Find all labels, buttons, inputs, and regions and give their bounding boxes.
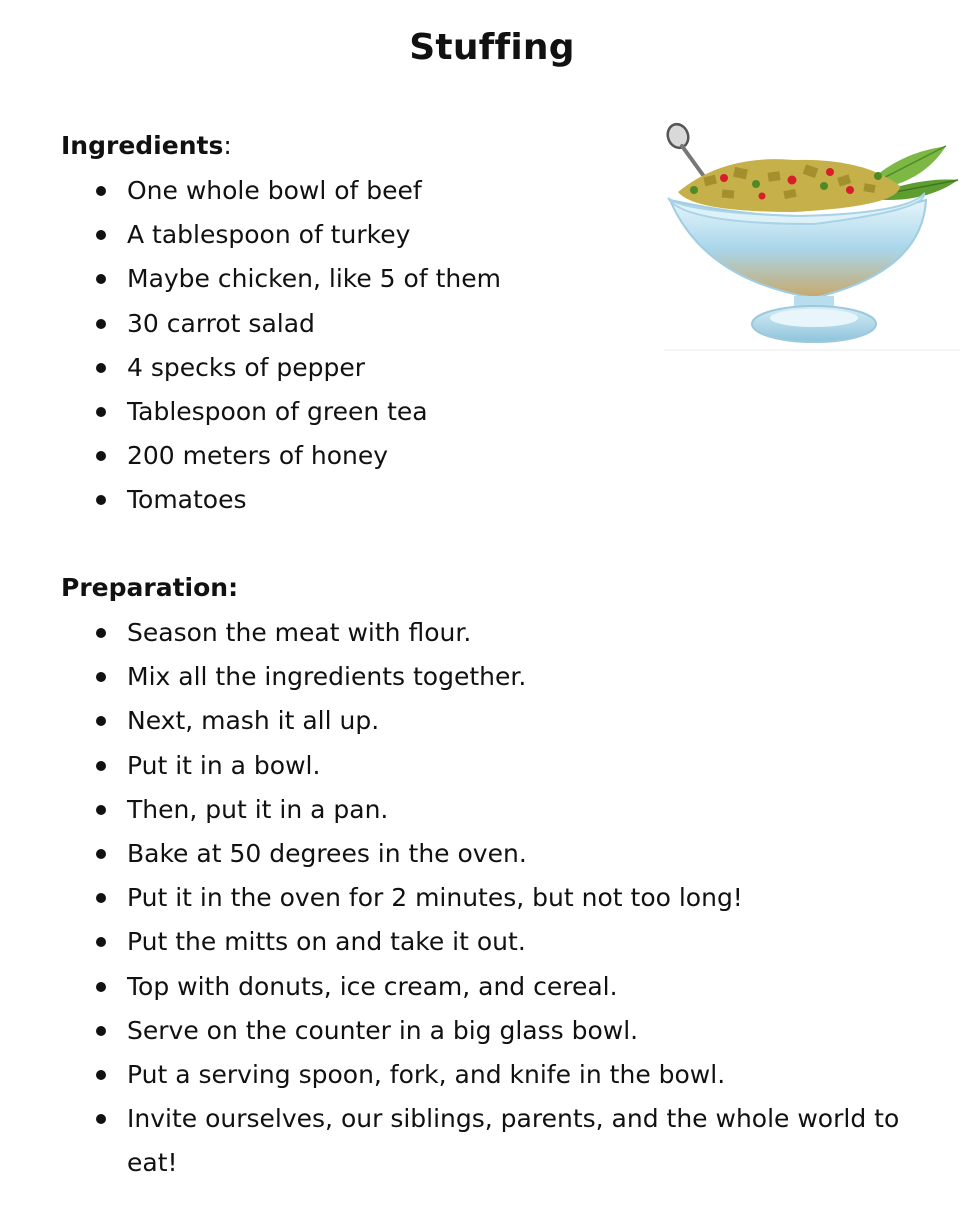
bullet-icon: [96, 1114, 106, 1124]
ingredient-text: Maybe chicken, like 5 of them: [127, 264, 501, 294]
list-item: [61, 302, 501, 346]
list-item: [61, 346, 501, 390]
list-item: [61, 1009, 907, 1053]
bullet-icon: [96, 716, 106, 726]
bullet-icon: [96, 407, 106, 417]
ingredients-list: [61, 169, 501, 523]
ingredient-text: 30 carrot salad: [127, 308, 315, 338]
bullet-icon: [96, 893, 106, 903]
list-item: [61, 478, 501, 522]
list-item: [61, 832, 907, 876]
step-text: Top with donuts, ice cream, and cereal.: [127, 971, 618, 1001]
list-item: [61, 788, 907, 832]
list-item: [61, 744, 907, 788]
ingredient-text: One whole bowl of beef: [127, 176, 422, 205]
bullet-icon: [96, 230, 106, 240]
ingredients-section: [61, 131, 501, 523]
bullet-icon: [96, 1026, 106, 1036]
list-item: [61, 390, 501, 434]
list-item: [61, 655, 907, 699]
preparation-section: [61, 573, 907, 1186]
bullet-icon: [96, 849, 106, 859]
bullet-icon: [96, 363, 106, 373]
ingredients-heading-text: Ingredients: [61, 131, 224, 160]
list-item: [61, 213, 501, 257]
list-item: [61, 1097, 907, 1185]
bullet-icon: [96, 495, 106, 505]
list-item: [61, 965, 907, 1009]
step-text: Then, put it in a pan.: [127, 794, 389, 824]
step-text: Bake at 50 degrees in the oven.: [127, 839, 527, 869]
list-item: [61, 876, 907, 920]
preparation-list: [61, 611, 907, 1186]
ingredient-text: A tablespoon of turkey: [127, 220, 411, 250]
spoon-icon: [664, 121, 708, 182]
bullet-icon: [96, 1070, 106, 1080]
step-text: Mix all the ingredients together.: [127, 662, 527, 692]
list-item: [61, 1053, 907, 1097]
ingredient-text: 200 meters of honey: [127, 441, 389, 471]
bullet-icon: [96, 937, 106, 947]
bullet-icon: [96, 628, 106, 638]
ingredient-text: 4 specks of pepper: [127, 352, 366, 382]
ingredients-heading: [61, 131, 501, 161]
step-text: Put a serving spoon, fork, and knife in the bowl.: [127, 1060, 726, 1090]
bullet-icon: [96, 451, 106, 461]
preparation-heading: Preparation:: [61, 573, 239, 602]
step-text: Put it in a bowl.: [127, 750, 321, 780]
list-item: [61, 699, 907, 743]
step-text: Serve on the counter in a big glass bowl.: [127, 1015, 639, 1045]
page-title: Stuffing: [409, 27, 575, 68]
bullet-icon: [96, 982, 106, 992]
step-text: Put the mitts on and take it out.: [127, 927, 526, 957]
ingredients-heading-colon: :: [223, 131, 232, 160]
list-item: [61, 169, 501, 213]
ingredient-text: Tomatoes: [127, 485, 247, 515]
bullet-icon: [96, 274, 106, 284]
bullet-icon: [96, 319, 106, 329]
step-text: Put it in the oven for 2 minutes, but not too long!: [127, 883, 743, 913]
bullet-icon: [96, 186, 106, 196]
step-text: Season the meat with flour.: [127, 618, 472, 647]
list-item: [61, 257, 501, 301]
list-item: [61, 611, 907, 655]
step-text: Invite ourselves, our siblings, parents, and the whole world to eat!: [127, 1104, 900, 1178]
step-text: Next, mash it all up.: [127, 706, 380, 736]
ingredient-text: Tablespoon of green tea: [127, 397, 428, 427]
bullet-icon: [96, 672, 106, 682]
bullet-icon: [96, 805, 106, 815]
list-item: [61, 920, 907, 964]
list-item: [61, 434, 501, 478]
salad-bowl-illustration: [664, 120, 960, 356]
bullet-icon: [96, 761, 106, 771]
